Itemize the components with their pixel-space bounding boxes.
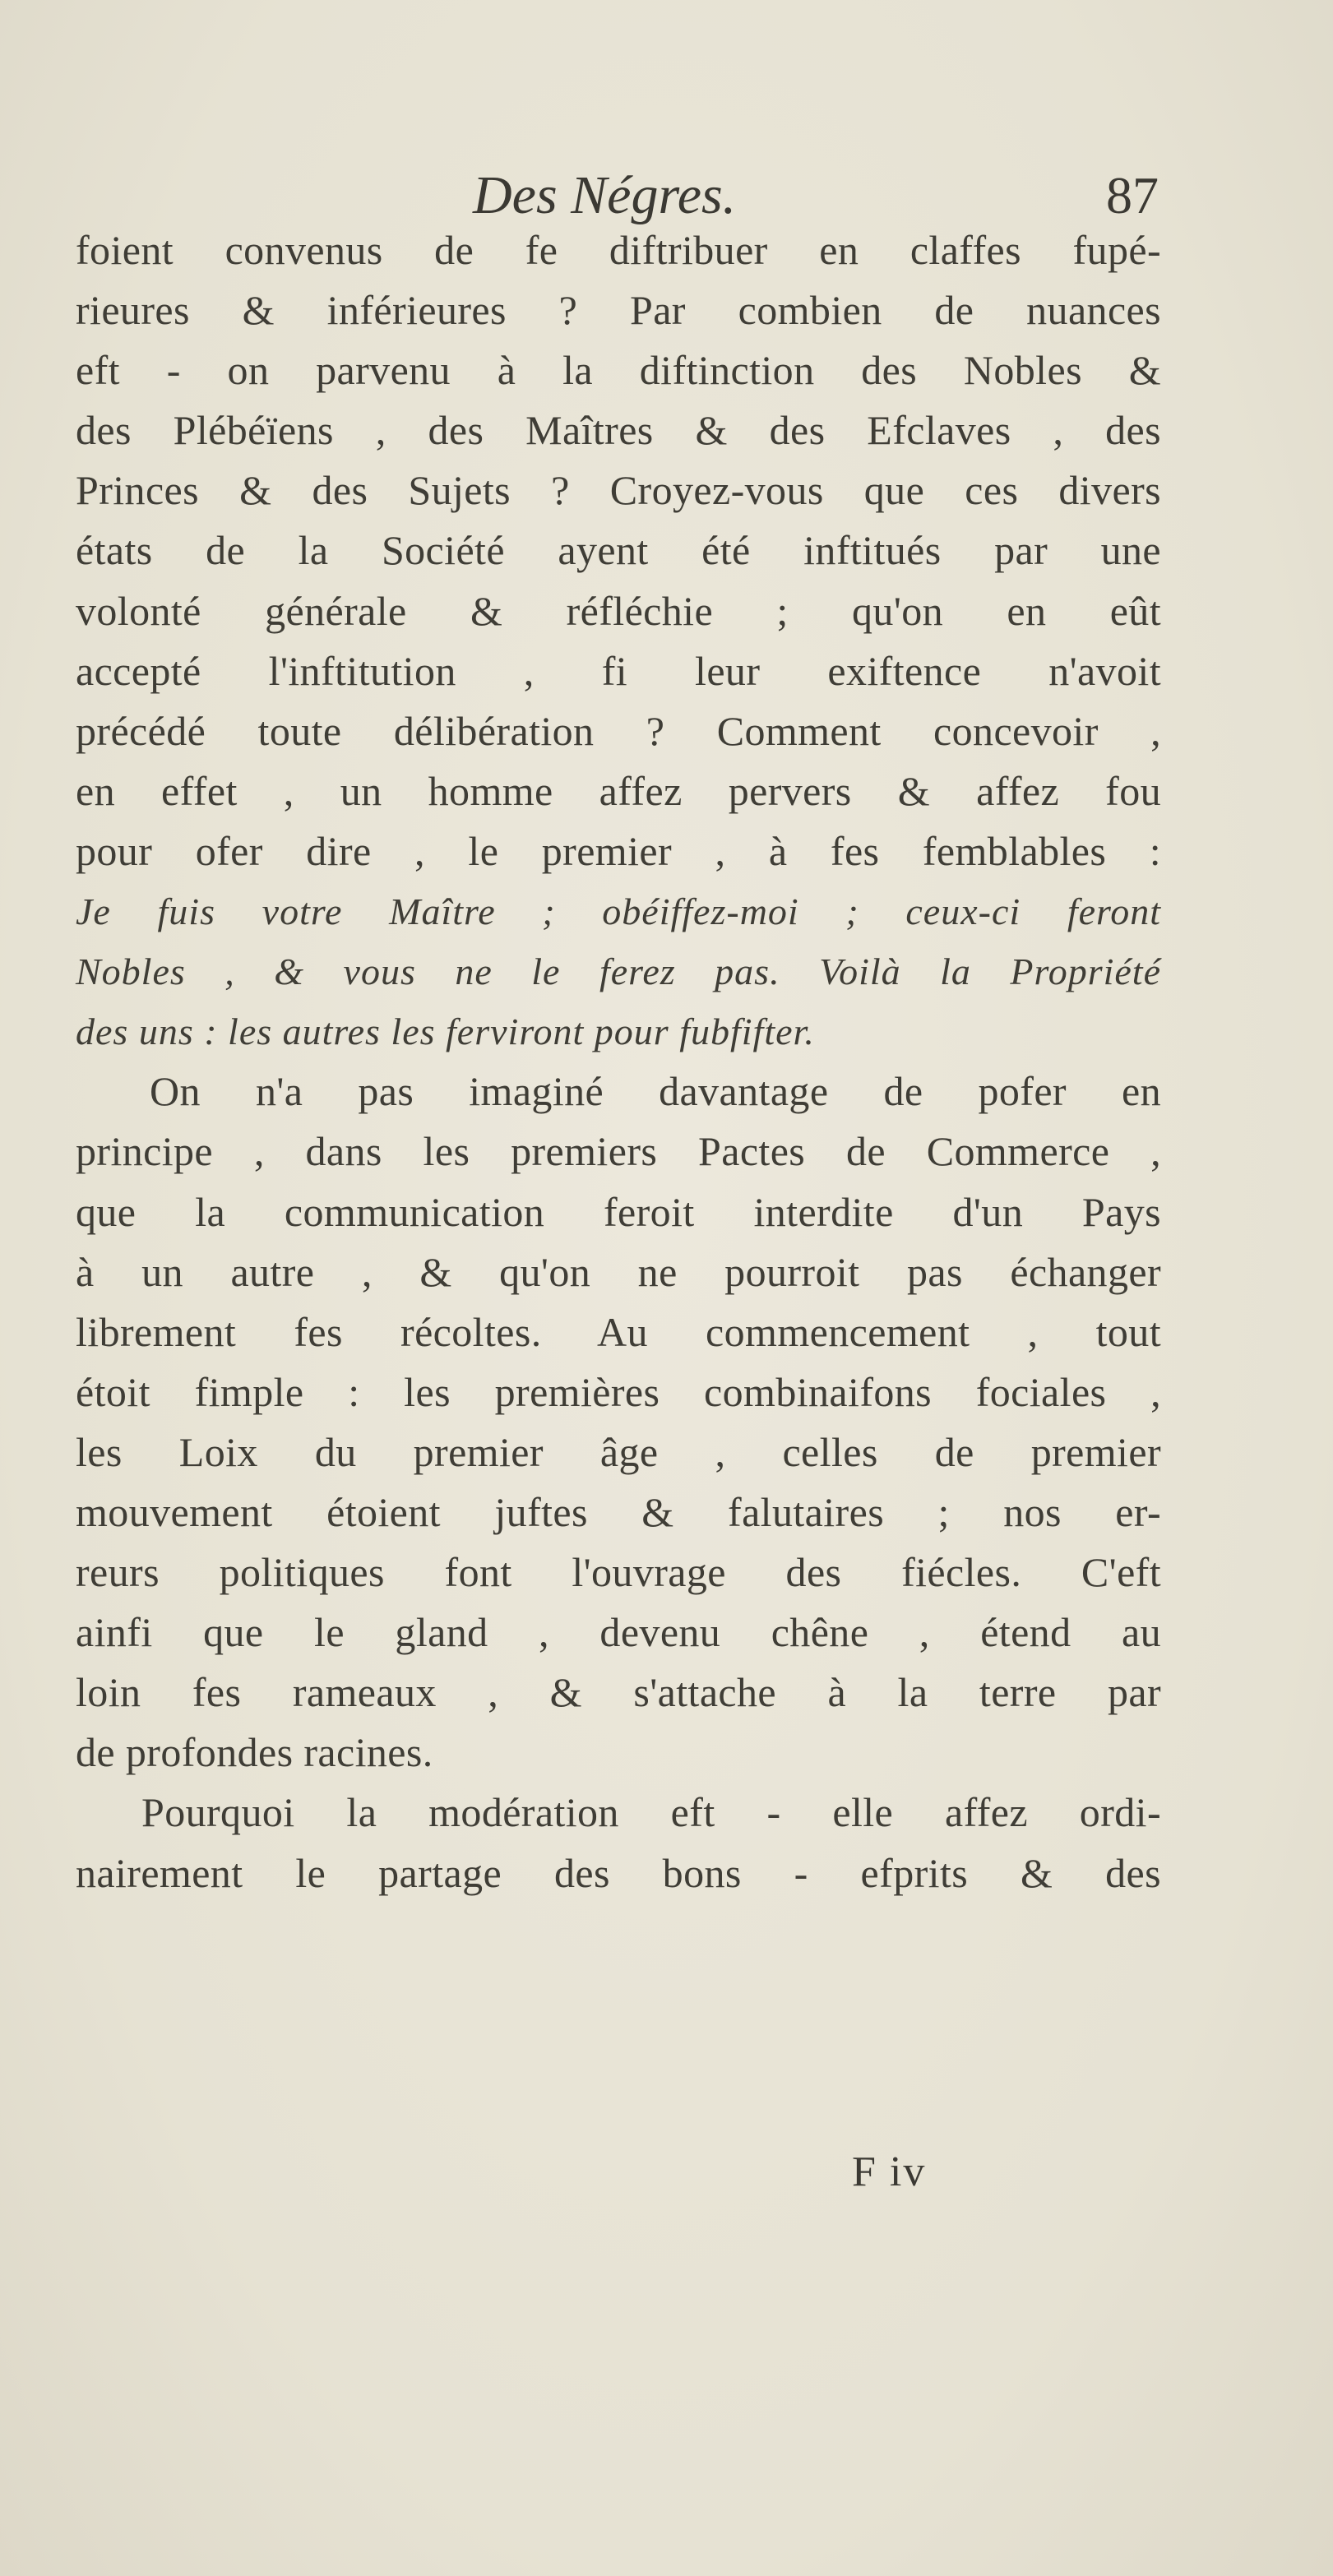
text-line: foient convenus de fe diftribuer en claffes fupé- bbox=[76, 227, 1161, 273]
text-line: volonté générale & réfléchie ; qu'on en eût bbox=[76, 587, 1161, 634]
text-line: loin fes rameaux , & s'attache à la terre par bbox=[76, 1669, 1161, 1716]
text-line: états de la Société ayent été inftitués par une bbox=[76, 527, 1161, 574]
paragraph-first-line: On n'a pas imaginé davantage de pofer en bbox=[150, 1068, 1161, 1115]
text-line: librement fes récoltes. Au commencement , tout bbox=[76, 1308, 1161, 1355]
running-title: Des Négres. bbox=[473, 165, 737, 225]
text-line: précédé toute délibération ? Comment concevoir , bbox=[76, 707, 1161, 754]
text-line: en effet , un homme affez pervers & affez fou bbox=[76, 767, 1161, 814]
page-number: 87 bbox=[1106, 166, 1159, 224]
text-line: que la communication feroit interdite d'un Pays bbox=[76, 1188, 1161, 1235]
text-line: eft - on parvenu à la diftinction des Nobles & bbox=[76, 347, 1161, 394]
italic-text-line: Je fuis votre Maître ; obéiffez-moi ; ceux-ci feront bbox=[76, 890, 1161, 933]
text-line: reurs politiques font l'ouvrage des fiécles. C'eft bbox=[76, 1549, 1161, 1596]
text-line: ainfi que le gland , devenu chêne , étend au bbox=[76, 1609, 1161, 1656]
paragraph-first-line: Pourquoi la modération eft - elle affez ordi- bbox=[141, 1789, 1161, 1836]
text-line: accepté l'inftitution , fi leur exiftence n'avoit bbox=[76, 647, 1161, 694]
italic-text-line: Nobles , & vous ne le ferez pas. Voilà la Propriété bbox=[76, 950, 1161, 993]
signature-mark: F iv bbox=[852, 2148, 927, 2195]
paragraph-last-line: de profondes racines. bbox=[76, 1729, 433, 1776]
italic-text-line: des uns : les autres les ferviront pour fubfifter. bbox=[76, 1011, 815, 1053]
text-line: les Loix du premier âge , celles de premier bbox=[76, 1428, 1161, 1475]
text-line: à un autre , & qu'on ne pourroit pas échanger bbox=[76, 1248, 1161, 1295]
body-text bbox=[76, 220, 1161, 1903]
text-line: étoit fimple : les premières combinaifons fociales , bbox=[76, 1368, 1161, 1415]
text-line: rieures & inférieures ? Par combien de nuances bbox=[76, 287, 1161, 334]
text-line: mouvement étoient juftes & falutaires ; nos er- bbox=[76, 1488, 1161, 1535]
text-line: principe , dans les premiers Pactes de Commerce , bbox=[76, 1128, 1161, 1175]
text-line: Princes & des Sujets ? Croyez-vous que ces divers bbox=[76, 467, 1161, 514]
text-line: des Plébéïens , des Maîtres & des Efclaves , des bbox=[76, 407, 1161, 454]
running-head bbox=[0, 163, 1333, 229]
text-line: pour ofer dire , le premier , à fes femblables : bbox=[76, 827, 1161, 874]
text-line: nairement le partage des bons - efprits & des bbox=[76, 1849, 1161, 1896]
